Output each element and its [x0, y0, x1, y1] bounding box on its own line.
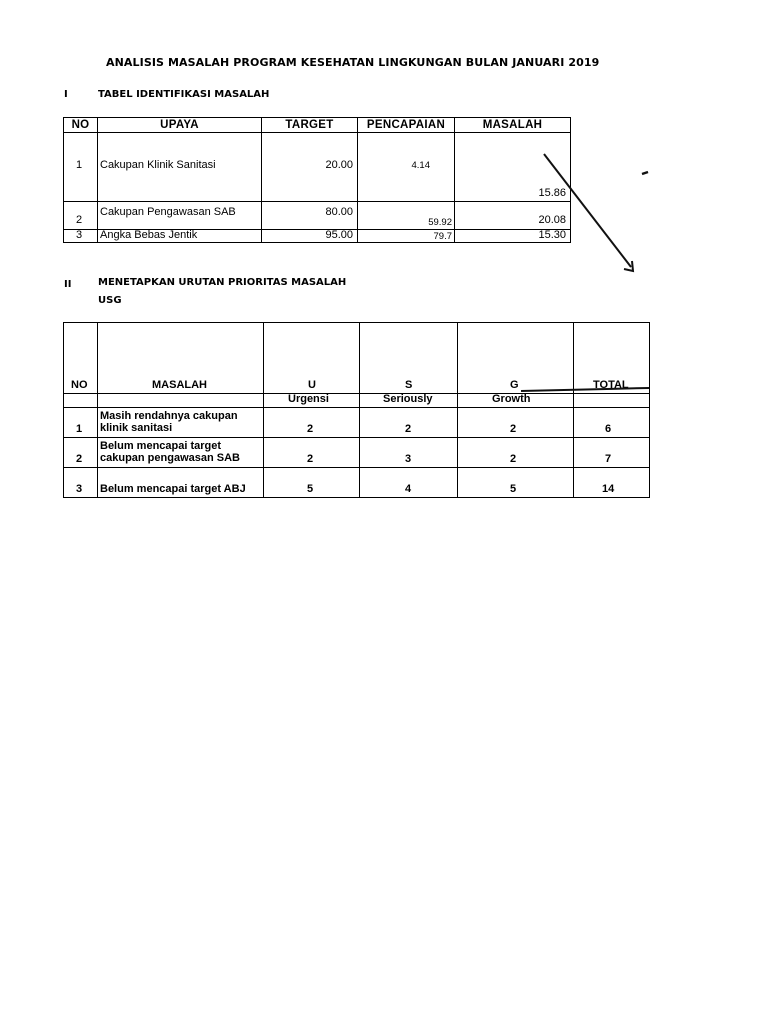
cell-masalah: Belum mencapai target ABJ — [98, 468, 264, 498]
cell-masalah: Masih rendahnya cakupan klinik sanitasi — [98, 408, 264, 438]
cell-masalah: 15.30 — [455, 230, 571, 243]
table-header-row — [64, 118, 571, 133]
table-row — [64, 230, 571, 243]
header-total: TOTAL — [574, 323, 650, 394]
header-upaya: UPAYA — [98, 118, 262, 133]
subheader-u: Urgensi — [264, 394, 360, 408]
section-2-subheading: USG — [98, 295, 122, 306]
cell-no: 1 — [64, 408, 98, 438]
arrow-annotation — [530, 145, 680, 280]
table-row — [64, 438, 650, 468]
problem-identification-table — [63, 117, 571, 243]
subheader-no — [64, 394, 98, 408]
table-header-row — [64, 323, 650, 394]
cell-total: 7 — [574, 438, 650, 468]
cell-total: 14 — [574, 468, 650, 498]
usg-priority-table — [63, 322, 650, 498]
cell-masalah: 20.08 — [455, 202, 571, 230]
cell-g: 2 — [458, 408, 574, 438]
header-masalah: MASALAH — [98, 323, 264, 394]
cell-masalah: Belum mencapai target cakupan pengawasan SAB — [98, 438, 264, 468]
cell-no: 1 — [64, 133, 98, 202]
header-s: S — [360, 323, 458, 394]
cell-s: 3 — [360, 438, 458, 468]
header-pencapaian: PENCAPAIAN — [358, 118, 455, 133]
cell-pencapaian: 4.14 — [358, 133, 455, 202]
cell-no: 2 — [64, 202, 98, 230]
cell-u: 5 — [264, 468, 360, 498]
header-g: G — [458, 323, 574, 394]
cell-target: 20.00 — [262, 133, 358, 202]
cell-no: 3 — [64, 230, 98, 243]
underline-annotation — [515, 386, 655, 396]
cell-masalah: 15.86 — [455, 133, 571, 202]
cell-s: 4 — [360, 468, 458, 498]
header-masalah: MASALAH — [455, 118, 571, 133]
cell-g: 5 — [458, 468, 574, 498]
cell-u: 2 — [264, 408, 360, 438]
cell-target: 95.00 — [262, 230, 358, 243]
cell-upaya: Angka Bebas Jentik — [98, 230, 262, 243]
cell-upaya: Cakupan Klinik Sanitasi — [98, 133, 262, 202]
table-row — [64, 202, 571, 230]
cell-no: 3 — [64, 468, 98, 498]
cell-no: 2 — [64, 438, 98, 468]
pen-underline — [521, 388, 649, 391]
section-2-number: II — [64, 279, 72, 290]
header-no: NO — [64, 118, 98, 133]
header-u: U — [264, 323, 360, 394]
pen-mark — [642, 172, 648, 174]
cell-g: 2 — [458, 438, 574, 468]
table-row — [64, 468, 650, 498]
section-1-heading: TABEL IDENTIFIKASI MASALAH — [98, 89, 270, 100]
cell-u: 2 — [264, 438, 360, 468]
table-row — [64, 408, 650, 438]
header-no: NO — [64, 323, 98, 394]
subheader-s: Seriously — [360, 394, 458, 408]
subheader-g: Growth — [458, 394, 574, 408]
cell-pencapaian: 79.7 — [358, 230, 455, 243]
cell-s: 2 — [360, 408, 458, 438]
cell-pencapaian: 59.92 — [358, 202, 455, 230]
table-row — [64, 133, 571, 202]
cell-target: 80.00 — [262, 202, 358, 230]
cell-total: 6 — [574, 408, 650, 438]
section-1-number: I — [64, 89, 68, 100]
header-target: TARGET — [262, 118, 358, 133]
cell-upaya: Cakupan Pengawasan SAB — [98, 202, 262, 230]
section-2-heading: MENETAPKAN URUTAN PRIORITAS MASALAH — [98, 277, 347, 288]
arrow-shaft — [544, 154, 631, 267]
subheader-masalah — [98, 394, 264, 408]
document-title: ANALISIS MASALAH PROGRAM KESEHATAN LINGKUNGAN BULAN JANUARI 2019 — [106, 56, 600, 69]
